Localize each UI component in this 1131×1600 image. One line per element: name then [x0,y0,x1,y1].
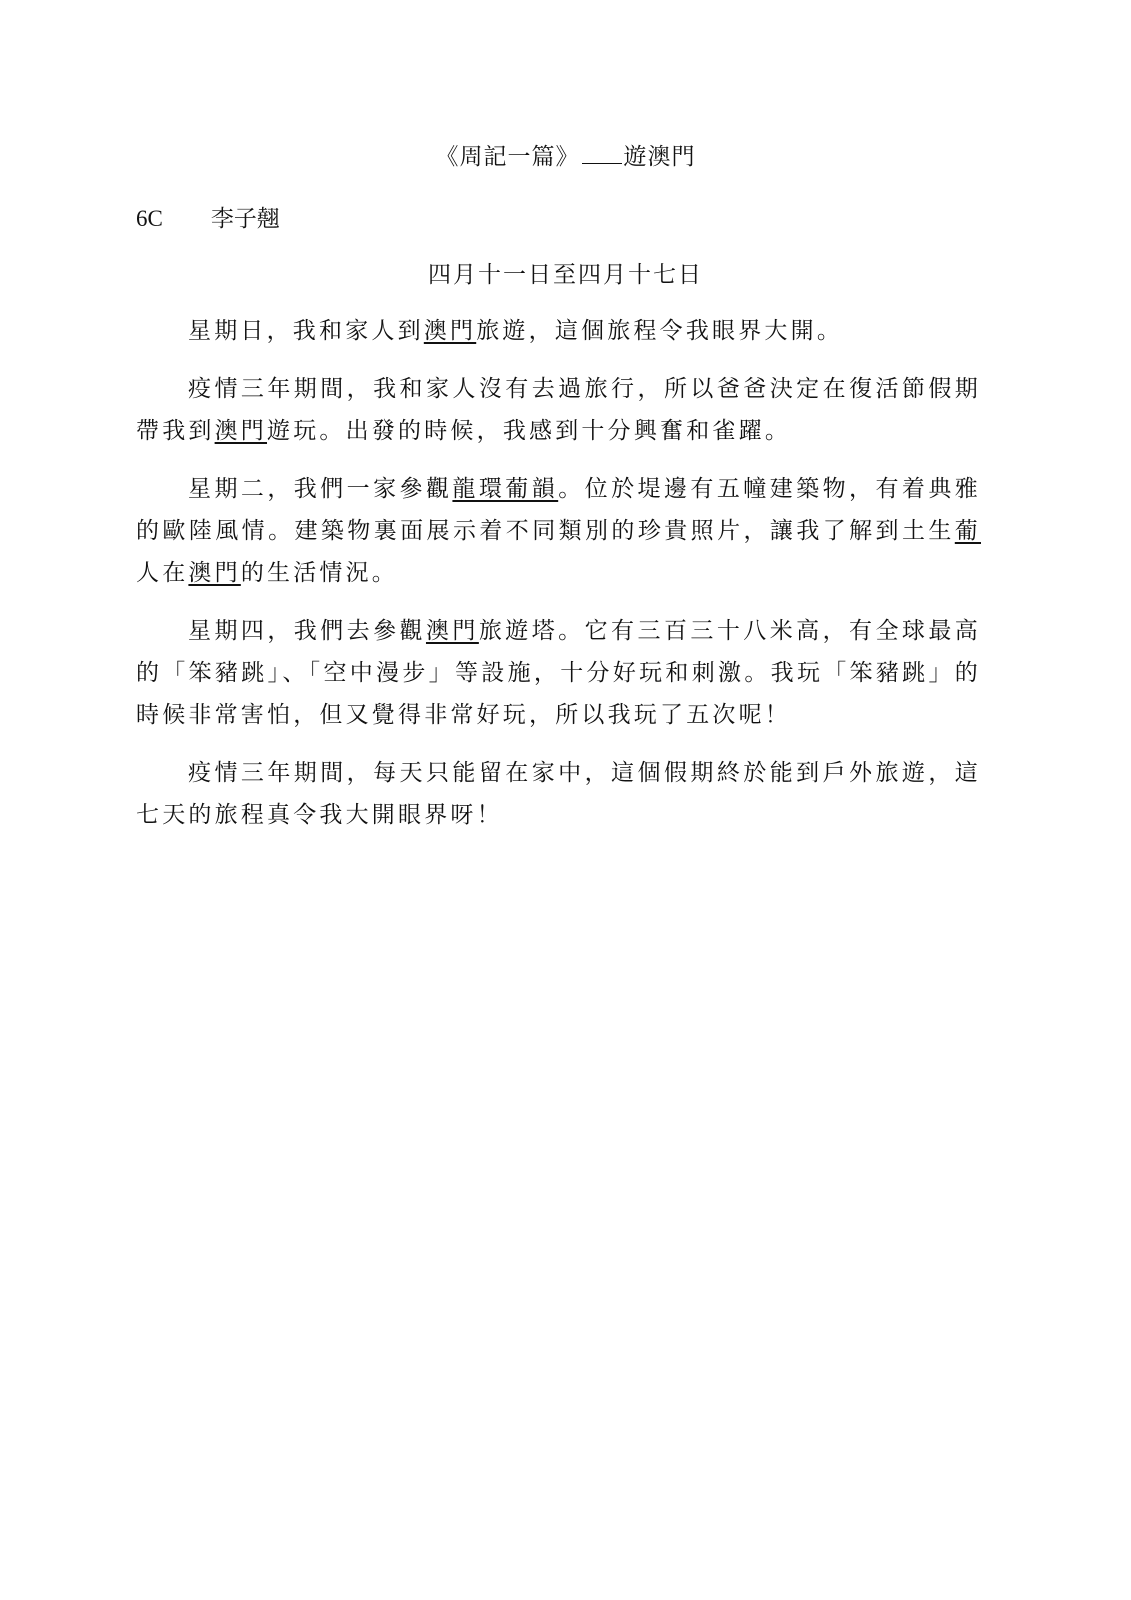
class-name: 6C [136,206,163,231]
paragraph-text: 星期二，我們一家參觀 [188,476,453,502]
paragraph-text: 星期四，我們去參觀 [188,618,426,644]
author-line [136,200,280,233]
paragraph-text: 旅遊，這個旅程令我眼界大開。 [476,318,844,344]
proper-noun-underlined: 澳門 [188,560,241,586]
proper-noun-underlined: 澳門 [214,418,268,444]
document-body [136,310,981,852]
paragraph-text: 人在 [136,560,189,586]
paragraph [136,752,981,836]
paragraph [136,610,981,736]
document-title [0,138,1131,171]
paragraph-text: 遊玩。出發的時候，我感到十分興奮和雀躍。 [267,418,792,444]
proper-noun-underlined: 葡 [954,518,981,544]
paragraph [136,310,981,352]
proper-noun-underlined: 澳門 [423,318,477,344]
title-book-name: 《周記一篇》 [435,144,580,170]
paragraph [136,368,981,452]
paragraph-text: 旅遊塔。它有三百三十八米高，有全球最高的「笨豬跳」、「空中漫步」等設施，十分好玩和刺激。我玩「笨豬跳」的時候非常害怕，但又覺得非常好玩，所以我玩了五次呢！ [136,618,981,728]
proper-noun-underlined: 澳門 [425,618,479,644]
paragraph [136,468,981,594]
paragraph-text: 星期日，我和家人到 [188,318,424,344]
author-name: 李子翹 [210,206,280,232]
title-topic: 遊澳門 [623,144,696,170]
title-blank-line [582,145,622,164]
paragraph-text: 。位於堤邊有五幢建築物，有着典雅的歐陸風情。建築物裏面展示着不同類別的珍貴照片，讓我了解到土生 [136,476,982,544]
date-range: 四月十一日至四月十七日 [428,262,703,288]
paragraph-text: 疫情三年期間，我和家人沒有去過旅行，所以爸爸決定在復活節假期帶我到 [136,376,981,444]
paragraph-text: 的生活情況。 [240,560,399,586]
proper-noun-underlined: 龍環葡韻 [452,476,559,502]
paragraph-text: 疫情三年期間，每天只能留在家中，這個假期終於能到戶外旅遊，這七天的旅程真令我大開眼界呀！ [136,760,981,828]
